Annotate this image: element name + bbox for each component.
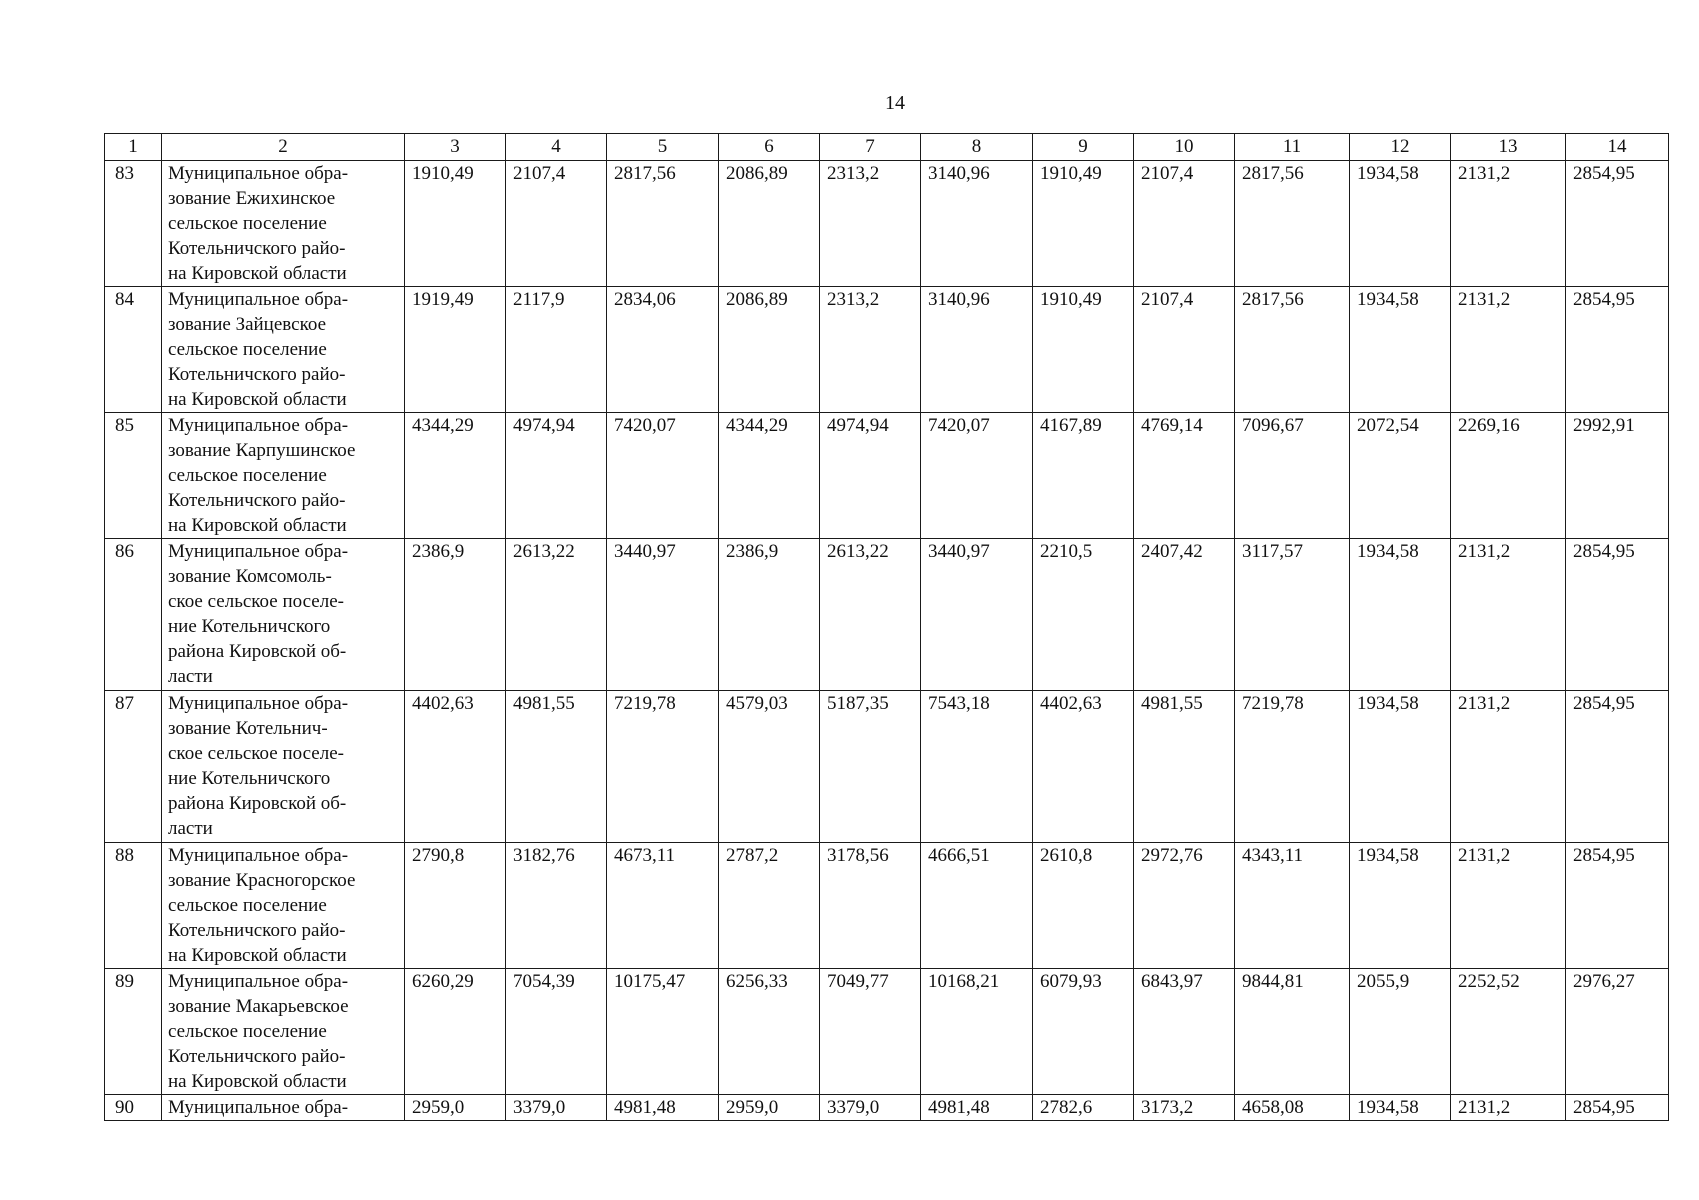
table-cell: 2131,2 bbox=[1451, 843, 1566, 969]
table-cell: 2117,9 bbox=[506, 287, 607, 413]
table-cell: 2086,89 bbox=[719, 287, 820, 413]
column-header: 14 bbox=[1566, 134, 1669, 161]
table-cell: 2613,22 bbox=[506, 539, 607, 691]
table-cell: 2386,9 bbox=[719, 539, 820, 691]
table-cell: 3182,76 bbox=[506, 843, 607, 969]
table-cell: 10168,21 bbox=[921, 969, 1033, 1095]
table-cell: 1934,58 bbox=[1350, 287, 1451, 413]
table-cell: 3173,2 bbox=[1134, 1095, 1235, 1121]
table-cell: 2210,5 bbox=[1033, 539, 1134, 691]
table-cell: 4981,48 bbox=[921, 1095, 1033, 1121]
table-cell: 1919,49 bbox=[405, 287, 506, 413]
table-row bbox=[105, 1095, 1669, 1121]
table-cell: 2107,4 bbox=[506, 161, 607, 287]
table-cell: 1910,49 bbox=[1033, 161, 1134, 287]
table-cell: 4344,29 bbox=[719, 413, 820, 539]
column-header: 1 bbox=[105, 134, 162, 161]
table-cell: 2854,95 bbox=[1566, 1095, 1669, 1121]
table-cell: 1934,58 bbox=[1350, 843, 1451, 969]
table-cell: 2787,2 bbox=[719, 843, 820, 969]
table-cell: 2854,95 bbox=[1566, 539, 1669, 691]
table-cell: 2086,89 bbox=[719, 161, 820, 287]
table-cell: 2959,0 bbox=[405, 1095, 506, 1121]
table-row bbox=[105, 161, 1669, 287]
column-header: 13 bbox=[1451, 134, 1566, 161]
table-cell: 2107,4 bbox=[1134, 287, 1235, 413]
row-index: 84 bbox=[105, 287, 162, 413]
column-header: 8 bbox=[921, 134, 1033, 161]
table-cell: 9844,81 bbox=[1235, 969, 1350, 1095]
municipality-name: Муниципальное обра- зование Котельнич- ское сельское поселе- ние Котельничского района Кировской об- ласти bbox=[162, 691, 405, 843]
table-cell: 2976,27 bbox=[1566, 969, 1669, 1095]
table-cell: 7543,18 bbox=[921, 691, 1033, 843]
table-cell: 2992,91 bbox=[1566, 413, 1669, 539]
table-cell: 2854,95 bbox=[1566, 287, 1669, 413]
column-header: 7 bbox=[820, 134, 921, 161]
row-index: 89 bbox=[105, 969, 162, 1095]
row-index: 88 bbox=[105, 843, 162, 969]
table-cell: 4666,51 bbox=[921, 843, 1033, 969]
page-number: 14 bbox=[885, 92, 905, 114]
table-row bbox=[105, 287, 1669, 413]
row-index: 86 bbox=[105, 539, 162, 691]
table-cell: 2313,2 bbox=[820, 287, 921, 413]
table-cell: 7049,77 bbox=[820, 969, 921, 1095]
table-cell: 4974,94 bbox=[820, 413, 921, 539]
municipality-name: Муниципальное обра- зование Макарьевское сельское поселение Котельничского райо- на Кировской области bbox=[162, 969, 405, 1095]
row-index: 87 bbox=[105, 691, 162, 843]
table-cell: 1934,58 bbox=[1350, 691, 1451, 843]
table-cell: 2854,95 bbox=[1566, 161, 1669, 287]
table-cell: 2817,56 bbox=[1235, 161, 1350, 287]
municipality-name: Муниципальное обра- зование Зайцевское сельское поселение Котельничского райо- на Кировской области bbox=[162, 287, 405, 413]
table-cell: 2072,54 bbox=[1350, 413, 1451, 539]
column-header: 12 bbox=[1350, 134, 1451, 161]
table-cell: 2252,52 bbox=[1451, 969, 1566, 1095]
column-header: 5 bbox=[607, 134, 719, 161]
table-cell: 4658,08 bbox=[1235, 1095, 1350, 1121]
table-cell: 4579,03 bbox=[719, 691, 820, 843]
table-cell: 3440,97 bbox=[607, 539, 719, 691]
table-row bbox=[105, 969, 1669, 1095]
table-cell: 2269,16 bbox=[1451, 413, 1566, 539]
table-cell: 3379,0 bbox=[506, 1095, 607, 1121]
table-cell: 4402,63 bbox=[1033, 691, 1134, 843]
table-row bbox=[105, 413, 1669, 539]
table-cell: 1910,49 bbox=[405, 161, 506, 287]
municipality-name: Муниципальное обра- зование Карпушинское сельское поселение Котельничского райо- на Кировской области bbox=[162, 413, 405, 539]
table-cell: 1910,49 bbox=[1033, 287, 1134, 413]
column-header: 2 bbox=[162, 134, 405, 161]
table-cell: 1934,58 bbox=[1350, 1095, 1451, 1121]
table-cell: 4974,94 bbox=[506, 413, 607, 539]
table-cell: 4769,14 bbox=[1134, 413, 1235, 539]
table-cell: 2131,2 bbox=[1451, 161, 1566, 287]
table-cell: 7096,67 bbox=[1235, 413, 1350, 539]
table-cell: 7420,07 bbox=[921, 413, 1033, 539]
municipality-name: Муниципальное обра- зование Красногорское сельское поселение Котельничского райо- на Кировской области bbox=[162, 843, 405, 969]
table-cell: 2959,0 bbox=[719, 1095, 820, 1121]
table-cell: 6843,97 bbox=[1134, 969, 1235, 1095]
column-header: 10 bbox=[1134, 134, 1235, 161]
table-cell: 4981,55 bbox=[1134, 691, 1235, 843]
municipality-name: Муниципальное обра- зование Комсомоль- ское сельское поселе- ние Котельничского района Кировской об- ласти bbox=[162, 539, 405, 691]
table-cell: 2131,2 bbox=[1451, 287, 1566, 413]
table-cell: 1934,58 bbox=[1350, 539, 1451, 691]
column-header: 4 bbox=[506, 134, 607, 161]
table-cell: 2055,9 bbox=[1350, 969, 1451, 1095]
table-cell: 2790,8 bbox=[405, 843, 506, 969]
header-row bbox=[105, 134, 1669, 161]
table-cell: 4167,89 bbox=[1033, 413, 1134, 539]
table-row bbox=[105, 691, 1669, 843]
table-cell: 5187,35 bbox=[820, 691, 921, 843]
table-cell: 6079,93 bbox=[1033, 969, 1134, 1095]
table-cell: 2613,22 bbox=[820, 539, 921, 691]
table-cell: 3379,0 bbox=[820, 1095, 921, 1121]
table-cell: 4981,55 bbox=[506, 691, 607, 843]
municipality-name: Муниципальное обра- bbox=[162, 1095, 405, 1121]
column-header: 6 bbox=[719, 134, 820, 161]
table-cell: 2817,56 bbox=[1235, 287, 1350, 413]
table-cell: 3178,56 bbox=[820, 843, 921, 969]
column-header: 9 bbox=[1033, 134, 1134, 161]
table-cell: 4673,11 bbox=[607, 843, 719, 969]
table-cell: 1934,58 bbox=[1350, 161, 1451, 287]
table-cell: 3117,57 bbox=[1235, 539, 1350, 691]
row-index: 85 bbox=[105, 413, 162, 539]
row-index: 90 bbox=[105, 1095, 162, 1121]
table-cell: 2131,2 bbox=[1451, 691, 1566, 843]
table-cell: 2972,76 bbox=[1134, 843, 1235, 969]
municipality-name: Муниципальное обра- зование Ежихинское сельское поселение Котельничского райо- на Кировской области bbox=[162, 161, 405, 287]
table-row bbox=[105, 843, 1669, 969]
table-cell: 2854,95 bbox=[1566, 691, 1669, 843]
row-index: 83 bbox=[105, 161, 162, 287]
table-cell: 2131,2 bbox=[1451, 1095, 1566, 1121]
table-cell: 2386,9 bbox=[405, 539, 506, 691]
table-cell: 7420,07 bbox=[607, 413, 719, 539]
table-cell: 4402,63 bbox=[405, 691, 506, 843]
table-cell: 3140,96 bbox=[921, 161, 1033, 287]
table-cell: 2854,95 bbox=[1566, 843, 1669, 969]
table-cell: 2610,8 bbox=[1033, 843, 1134, 969]
table-cell: 4343,11 bbox=[1235, 843, 1350, 969]
table-cell: 2131,2 bbox=[1451, 539, 1566, 691]
table-cell: 2407,42 bbox=[1134, 539, 1235, 691]
column-header: 3 bbox=[405, 134, 506, 161]
table-cell: 10175,47 bbox=[607, 969, 719, 1095]
table-cell: 2782,6 bbox=[1033, 1095, 1134, 1121]
table-cell: 2313,2 bbox=[820, 161, 921, 287]
table-cell: 6260,29 bbox=[405, 969, 506, 1095]
table-cell: 2107,4 bbox=[1134, 161, 1235, 287]
column-header: 11 bbox=[1235, 134, 1350, 161]
table-cell: 3140,96 bbox=[921, 287, 1033, 413]
table-cell: 4981,48 bbox=[607, 1095, 719, 1121]
table-cell: 7054,39 bbox=[506, 969, 607, 1095]
table-cell: 3440,97 bbox=[921, 539, 1033, 691]
table-cell: 2817,56 bbox=[607, 161, 719, 287]
table-cell: 4344,29 bbox=[405, 413, 506, 539]
table-cell: 7219,78 bbox=[1235, 691, 1350, 843]
table-cell: 7219,78 bbox=[607, 691, 719, 843]
table-cell: 6256,33 bbox=[719, 969, 820, 1095]
table-cell: 2834,06 bbox=[607, 287, 719, 413]
table-row bbox=[105, 539, 1669, 691]
data-table bbox=[104, 133, 1669, 1121]
